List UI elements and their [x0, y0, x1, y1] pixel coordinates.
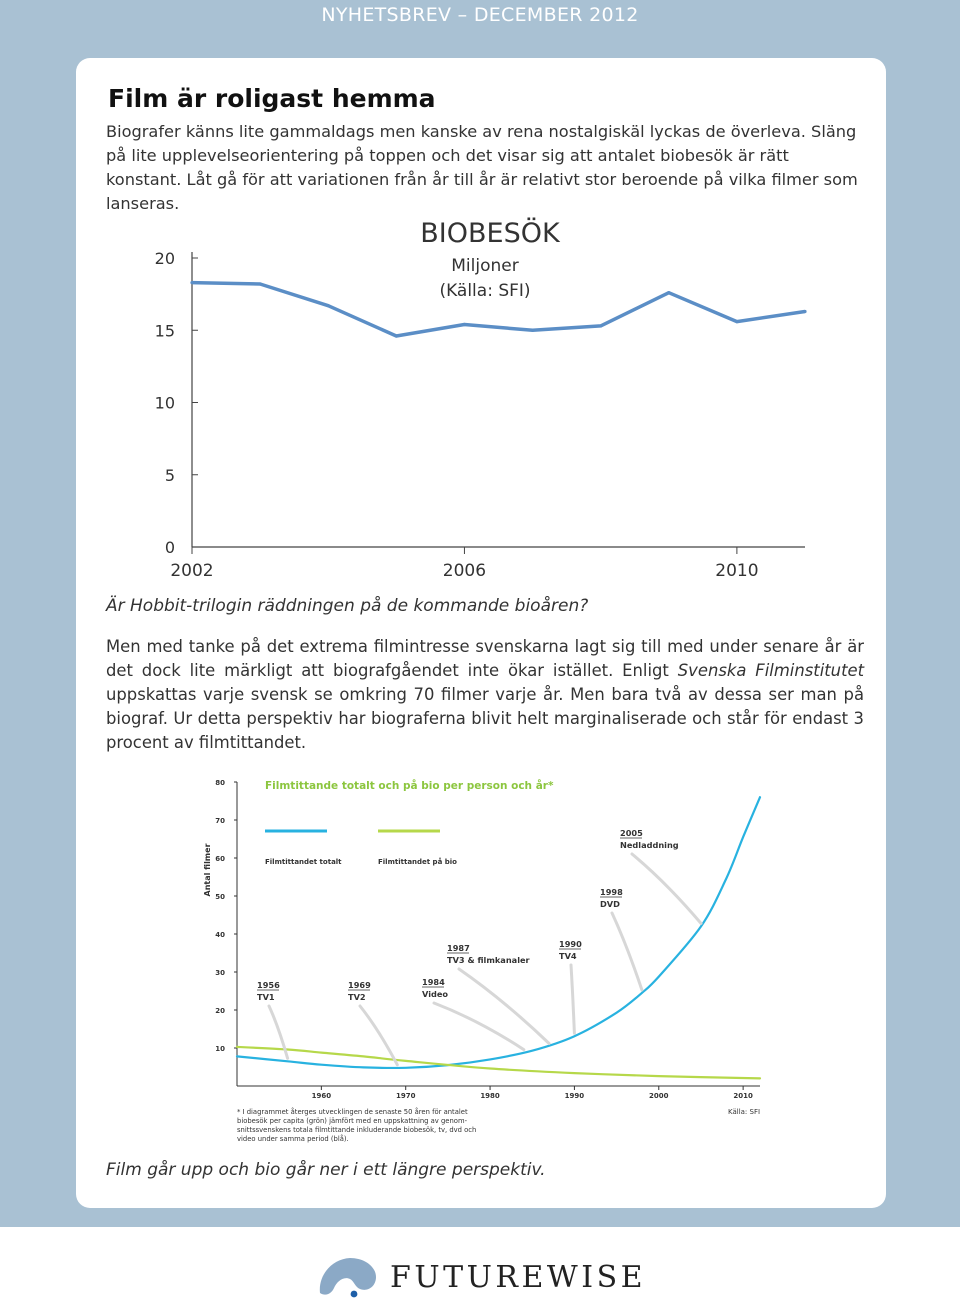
c2-annotation-label: TV1	[257, 992, 275, 1002]
article-body	[106, 635, 864, 755]
c2-annotation-label: TV3 & filmkanaler	[447, 955, 530, 965]
c2-legend-label: Filmtittandet på bio	[378, 858, 457, 866]
c2-x-tick-label: 2000	[649, 1092, 669, 1100]
c1-y-tick-label: 0	[164, 538, 175, 557]
c2-annotation-pointer	[632, 854, 701, 923]
c1-data-point	[259, 282, 262, 285]
c2-series	[237, 797, 760, 1078]
c1-y-tick-label: 20	[154, 249, 175, 268]
c1-title: BIOBESÖK	[420, 218, 560, 249]
c2-annotation-label: TV2	[348, 992, 366, 1002]
c1-data-point	[463, 323, 466, 326]
caption-perspective: Film går upp och bio går ner i ett längre perspektiv.	[106, 1160, 546, 1180]
c2-tick-labels	[215, 779, 753, 1100]
c1-data-point	[531, 329, 534, 332]
c2-annotation-pointer	[571, 965, 574, 1033]
c2-source: Källa: SFI	[728, 1108, 761, 1116]
c1-data-point	[190, 281, 193, 284]
c2-axes	[234, 782, 760, 1090]
c2-x-tick-label: 1980	[480, 1092, 500, 1100]
c2-annotation-label: Nedladdning	[620, 840, 679, 850]
c2-y-tick-label: 30	[215, 969, 225, 977]
c2-annotation-pointer	[269, 1006, 288, 1058]
c2-legend-label: Filmtittandet totalt	[265, 858, 342, 866]
c1-x-tick-label: 2002	[170, 561, 214, 581]
c2-annotation-label: TV4	[559, 951, 577, 961]
c1-y-tick-label: 15	[154, 321, 175, 341]
newsletter-header: NYHETSBREV – DECEMBER 2012	[321, 4, 639, 26]
c2-y-tick-label: 80	[215, 779, 225, 787]
c2-annotation-year: 1990	[559, 939, 582, 949]
body-part-1: Men med tanke på det extrema filmintresse svenskarna lagt sig till med under senare år är det dock lite märkligt att biografgåendet inte ökar istället. Enligt	[106, 637, 864, 680]
c2-series-total-line	[237, 797, 760, 1068]
c2-annotation-pointer	[612, 913, 642, 990]
c1-y-tick-label: 5	[164, 465, 175, 485]
c2-footnote-line-3: snittssvenskens totala filmtittande inkluderande biobesök, tv, dvd och	[237, 1126, 477, 1134]
c2-y-tick-label: 50	[215, 893, 225, 901]
body-part-2: uppskattas varje svensk se omkring 70 filmer varje år. Men bara två av dessa ser man på biograf. Ur detta perspektiv har biograferna blivit helt marginaliserade och står för endast 3 procent av filmtittandet.	[106, 685, 864, 752]
c1-x-tick-label: 2010	[715, 561, 759, 581]
c2-annotation-label: Video	[422, 989, 449, 999]
c1-data-point	[327, 304, 330, 307]
c2-legend	[265, 831, 457, 866]
c2-footnote-line-2: biobesök per capita (grön) jämfört med en uppskattning av genom-	[237, 1117, 468, 1125]
c2-annotation-label: DVD	[600, 899, 620, 909]
body-emphasis-sfi: Svenska Filminstitutet	[677, 661, 865, 680]
c1-data-point	[599, 324, 602, 327]
c2-annotation-year: 1998	[600, 887, 623, 897]
futurewise-logo-icon	[318, 1253, 380, 1299]
c1-data-point	[803, 310, 806, 313]
brand-name: FUTUREWISE	[390, 1260, 647, 1295]
c2-annotation-pointer	[459, 969, 549, 1044]
c2-x-tick-label: 1960	[311, 1092, 332, 1100]
caption-hobbit: Är Hobbit-trilogin räddningen på de kommande bioåren?	[106, 596, 589, 616]
biobesok-chart	[140, 210, 820, 585]
c1-subtitle-unit: Miljoner	[451, 256, 519, 276]
c2-y-tick-label: 60	[215, 855, 225, 863]
c2-annotation-year: 1969	[348, 980, 371, 990]
c2-x-tick-label: 1990	[564, 1092, 585, 1100]
c2-series-bio-line	[237, 1047, 760, 1079]
c2-annotation-year: 1984	[422, 977, 445, 987]
filmtittande-chart	[195, 770, 775, 1150]
c2-footnote-line-1: * I diagrammet återges utvecklingen de senaste 50 åren för antalet	[237, 1108, 468, 1116]
c1-data-point	[667, 291, 670, 294]
c2-y-tick-label: 10	[215, 1045, 225, 1053]
article-intro: Biografer känns lite gammaldags men kanske av rena nostalgiskäl lyckas de överleva. Släng på lite upplevelseorientering på toppen och det visar sig att antalet biobesök är rätt konstant. Låt gå för att variationen från år till år är relativt stor beroende på vilka filmer som lanseras.	[106, 122, 858, 213]
c2-ylabel: Antal filmer	[203, 843, 212, 897]
c1-y-tick-label: 10	[154, 393, 175, 413]
c1-data-point	[395, 334, 398, 337]
c2-y-tick-label: 40	[215, 931, 225, 939]
c2-title: Filmtittande totalt och på bio per person och år*	[265, 780, 554, 792]
c1-x-tick-label: 2006	[442, 561, 487, 581]
c1-subtitle-source: (Källa: SFI)	[439, 281, 531, 301]
c2-annotation-year: 1987	[447, 943, 470, 953]
c1-data-point	[735, 320, 738, 323]
c2-x-tick-label: 2010	[733, 1092, 753, 1100]
c2-annotation-year: 2005	[620, 828, 643, 838]
c2-annotation-year: 1956	[257, 980, 280, 990]
c2-y-tick-label: 20	[215, 1007, 225, 1015]
c2-x-tick-label: 1970	[395, 1092, 416, 1100]
c2-footnote	[237, 1107, 476, 1143]
article-title: Film är roligast hemma	[108, 84, 436, 113]
c2-y-tick-label: 70	[215, 817, 225, 825]
c2-footnote-line-4: video under samma period (blå).	[237, 1135, 349, 1143]
